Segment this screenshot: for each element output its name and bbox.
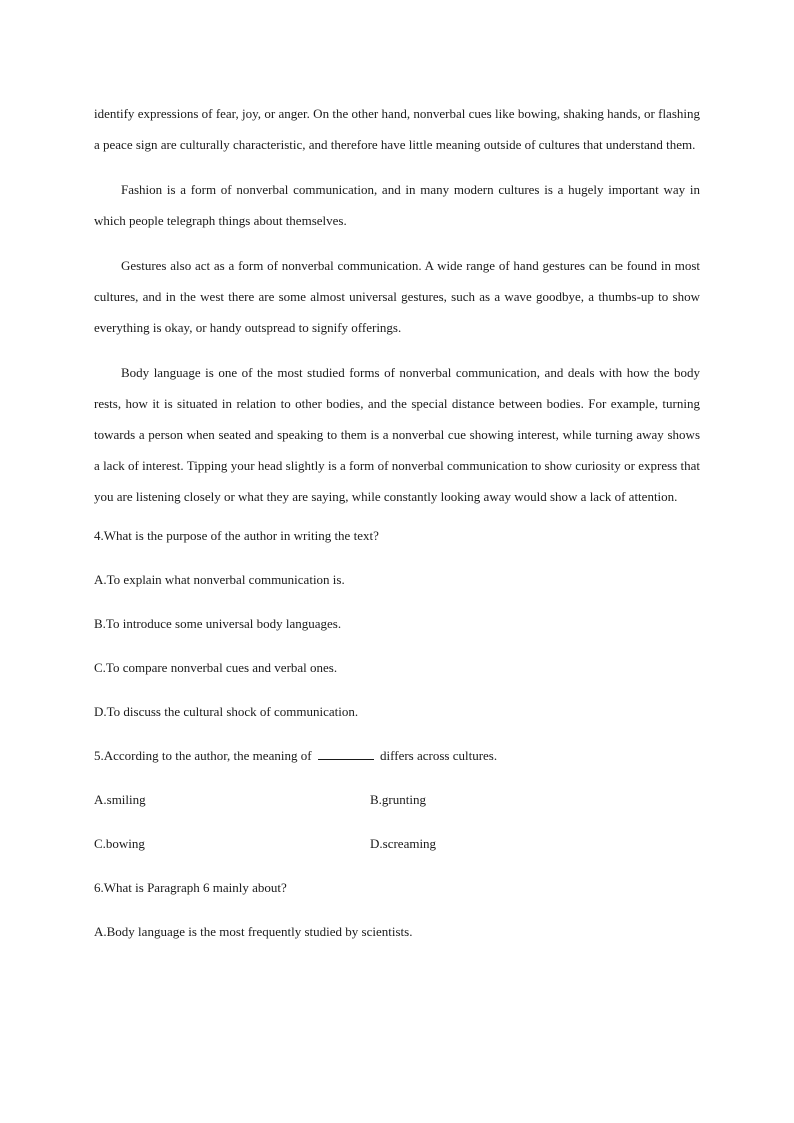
question-5-option-c: C.bowing xyxy=(94,836,145,851)
question-5-stem-after: differs across cultures. xyxy=(380,748,498,763)
question-4-stem: 4.What is the purpose of the author in writing the text? xyxy=(94,528,379,543)
question-5-stem-before: 5.According to the author, the meaning of xyxy=(94,748,312,763)
question-4-option-a: A.To explain what nonverbal communication is. xyxy=(94,572,345,587)
question-6-stem: 6.What is Paragraph 6 mainly about? xyxy=(94,880,287,895)
passage-paragraph-body-language: Body language is one of the most studied forms of nonverbal communication, and deals with how the body rests, how it is situated in relation to other bodies, and the special distance between bodies. For example, turning towards a person when seated and speaking to them is a nonverbal cue showing interest, while turning away shows a lack of interest. Tipping your head slightly is a form of nonverbal communication to show curiosity or express that you are listening closely or what they are saying, while constantly looking away would show a lack of attention. xyxy=(94,365,700,504)
question-4-option-c: C.To compare nonverbal cues and verbal ones. xyxy=(94,660,338,675)
question-4-option-b: B.To introduce some universal body languages. xyxy=(94,616,342,631)
question-4 xyxy=(94,526,700,722)
passage-paragraph-fashion: Fashion is a form of nonverbal communication, and in many modern cultures is a hugely important way in which people telegraph things about themselves. xyxy=(94,182,700,228)
question-6-option-a: A.Body language is the most frequently studied by scientists. xyxy=(94,924,413,939)
answer-blank xyxy=(318,747,374,760)
question-5-options-row-2 xyxy=(94,834,700,854)
question-6 xyxy=(94,878,700,942)
question-5-option-d: D.screaming xyxy=(370,836,437,851)
question-4-option-d: D.To discuss the cultural shock of communication. xyxy=(94,704,359,719)
question-5-option-a: A.smiling xyxy=(94,792,146,807)
passage-paragraph-gestures: Gestures also act as a form of nonverbal communication. A wide range of hand gestures can be found in most cultures, and in the west there are some almost universal gestures, such as a wave goodbye, a thumbs-up to show everything is okay, or handy outspread to signify offerings. xyxy=(94,258,700,335)
document-page xyxy=(94,98,700,942)
question-5-options-row-1 xyxy=(94,790,700,810)
question-5-stem xyxy=(94,746,700,766)
question-5 xyxy=(94,746,700,854)
question-5-option-b: B.grunting xyxy=(370,792,426,807)
passage-paragraph-1-continued: identify expressions of fear, joy, or anger. On the other hand, nonverbal cues like bowing, shaking hands, or flashing a peace sign are culturally characteristic, and therefore have little meaning outside of cultures that understand them. xyxy=(94,106,700,152)
